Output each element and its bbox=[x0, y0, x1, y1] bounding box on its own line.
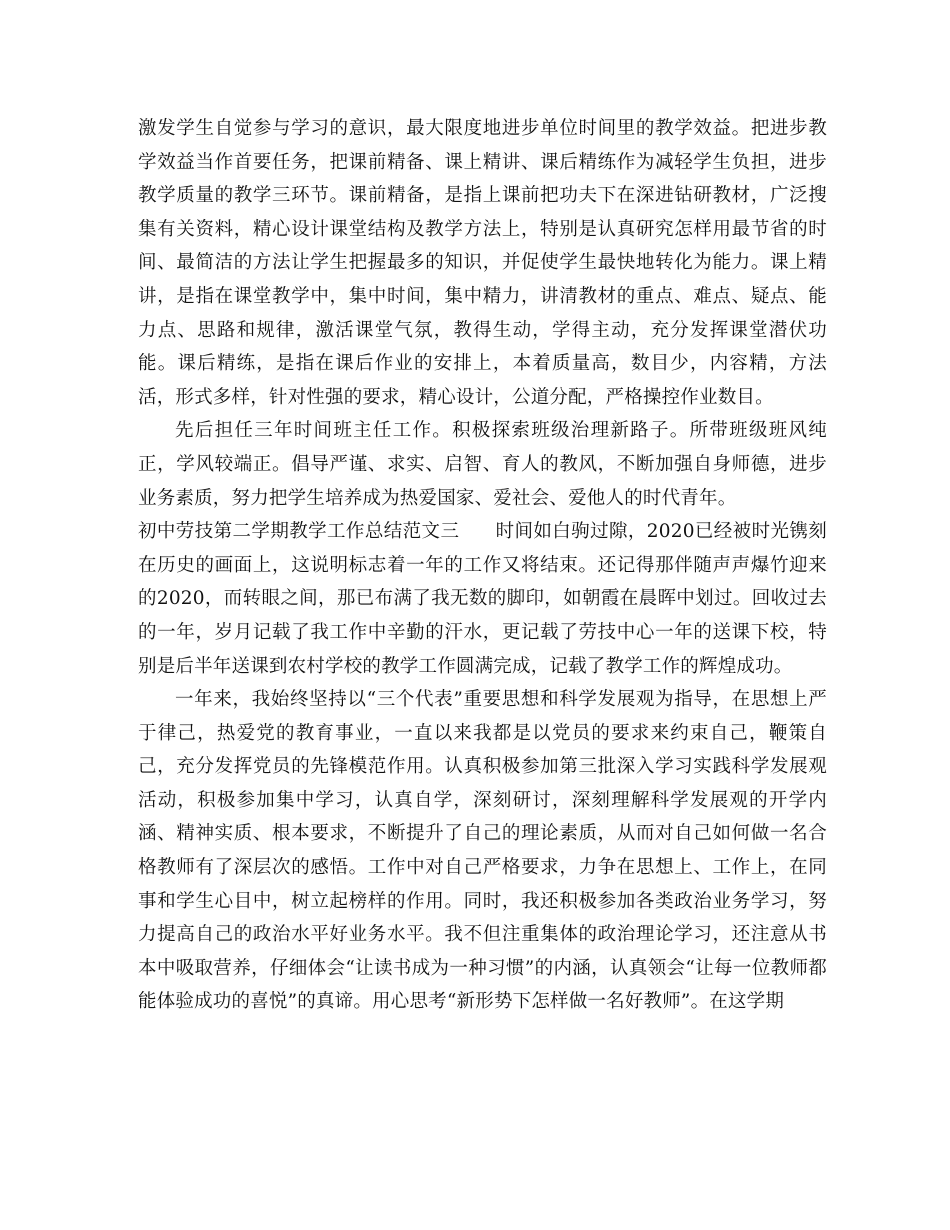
body-paragraph-2: 先后担任三年时间班主任工作。积极探索班级治理新路子。所带班级班风纯正，学风较端正。倡导严谨、求实、启智、育人的教风，不断加强自身师德，进步业务素质，努力把学生培养成为热爱国家、爱社会、爱他人的时代青年。 bbox=[138, 420, 827, 509]
section-heading-body: 时间如白驹过隙，2020已经被时光镌刻在历史的画面上，这说明标志着一年的工作又将结束。还记得那伴随声声爆竹迎来的2020，而转眼之间，那已布满了我无数的脚印，如朝霞在晨晖中划过。回收过去的一年，岁月记载了我工作中辛勤的汗水，更记载了劳技中心一年的送课下校，特别是后半年送课到农村学校的教学工作圆满完成，记载了教学工作的辉煌成功。 bbox=[138, 521, 827, 677]
body-paragraph-1: 激发学生自觉参与学习的意识，最大限度地进步单位时间里的教学效益。把进步教学效益当作首要任务，把课前精备、课上精讲、课后精练作为减轻学生负担，进步教学质量的教学三环节。课前精备，是指上课前把功夫下在深进钻研教材，广泛搜集有关资料，精心设计课堂结构及教学方法上，特别是认真研究怎样用最节省的时间、最简洁的方法让学生把握最多的知识，并促使学生最快地转化为能力。课上精讲，是指在课堂教学中，集中时间，集中精力，讲清教材的重点、难点、疑点、能力点、思路和规律，激活课堂气氛，教得生动，学得主动，充分发挥课堂潜伏功能。课后精练，是指在课后作业的安排上，本着质量高，数目少，内容精，方法活，形式多样，针对性强的要求，精心设计，公道分配，严格操控作业数目。 bbox=[138, 118, 827, 408]
body-paragraph-4: 一年来，我始终坚持以“三个代表”重要思想和科学发展观为指导，在思想上严于律己，热爱党的教育事业，一直以来我都是以党员的要求来约束自己，鞭策自己，充分发挥党员的先锋模范作用。认真积极参加第三批深入学习实践科学发展观活动，积极参加集中学习，认真自学，深刻研讨，深刻理解科学发展观的开学内涵、精神实质、根本要求，不断提升了自己的理论素质，从而对自己如何做一名合格教师有了深层次的感悟。工作中对自己严格要求，力争在思想上、工作上，在同事和学生心目中，树立起榜样的作用。同时，我还积极参加各类政治业务学习，努力提高自己的政治水平好业务水平。我不但注重集体的政治理论学习，还注意从书本中吸取营养，仔细体会“让读书成为一种习惯”的内涵，认真领会“让每一位教师都能体验成功的喜悦”的真谛。用心思考“新形势下怎样做一名好教师”。在这学期 bbox=[138, 689, 827, 1013]
section-heading-paragraph bbox=[138, 515, 827, 683]
section-heading-title: 初中劳技第二学期教学工作总结范文三 bbox=[138, 521, 460, 543]
